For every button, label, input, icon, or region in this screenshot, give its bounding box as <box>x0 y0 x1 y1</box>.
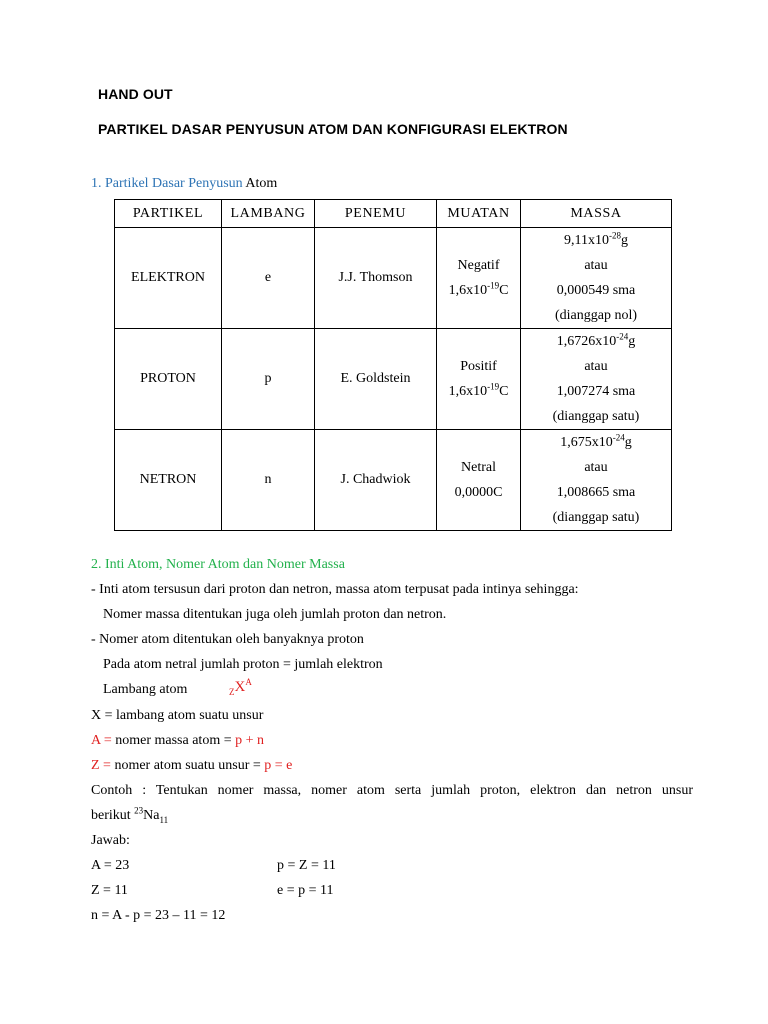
section-1-heading-plain: Atom <box>242 176 278 191</box>
cell-muatan <box>437 329 521 430</box>
answer-a: A = 23 <box>91 858 130 873</box>
paragraph-line: Nomer massa ditentukan juga oleh jumlah proton dan netron. <box>103 607 447 622</box>
cell-partikel: NETRON <box>115 430 222 531</box>
cell-penemu: E. Goldstein <box>315 329 437 430</box>
charge-label: Netral <box>461 460 496 475</box>
mass-note: (dianggap satu) <box>552 510 640 525</box>
cell-massa <box>521 430 672 531</box>
charge-value: $1,6x10^{-19}C$ <box>448 280 509 298</box>
charge-value: $1,6x10^{-19}C$ <box>448 381 509 399</box>
example-question: Contoh : Tentukan nomer massa, nomer atom serta jumlah proton, elektron dan netron unsur <box>91 783 693 798</box>
cell-partikel: PROTON <box>115 329 222 430</box>
header-penemu: PENEMU <box>315 200 437 228</box>
section-1-heading-colored: 1. Partikel Dasar Penyusun <box>91 176 243 191</box>
example-element: berikut $^{23}Na_{11}$ <box>91 805 169 825</box>
cell-massa <box>521 329 672 430</box>
cell-massa <box>521 228 672 329</box>
mass-or: atau <box>584 258 608 273</box>
charge-value: 0,0000C <box>454 485 503 500</box>
charge-label: Positif <box>460 359 497 374</box>
mass-grams: $1,6726x10^{-24}g$ <box>556 331 636 349</box>
answer-n: n = A - p = 23 – 11 = 12 <box>91 908 226 923</box>
definition-x: X = lambang atom suatu unsur <box>91 708 264 723</box>
cell-penemu: J. Chadwiok <box>315 430 437 531</box>
answer-heading: Jawab: <box>91 833 130 848</box>
mass-note: (dianggap nol) <box>554 308 638 323</box>
header-partikel: PARTIKEL <box>115 200 222 228</box>
answer-e: e = p = 11 <box>277 883 334 898</box>
table-header-row <box>115 200 672 228</box>
mass-sma: 1,007274 sma <box>556 384 636 399</box>
mass-note: (dianggap satu) <box>552 409 640 424</box>
table-row <box>115 430 672 531</box>
header-lambang: LAMBANG <box>222 200 315 228</box>
definition-z: Z = nomer atom suatu unsur = p = e <box>91 758 293 773</box>
mass-grams: $9,11x10^{-28}g$ <box>564 230 628 248</box>
atom-symbol-line <box>103 682 187 698</box>
cell-lambang: p <box>222 329 315 430</box>
section-2-heading: 2. Inti Atom, Nomer Atom dan Nomer Massa <box>91 557 345 572</box>
paragraph-line: Pada atom netral jumlah proton = jumlah elektron <box>103 657 383 672</box>
cell-penemu: J.J. Thomson <box>315 228 437 329</box>
mass-sma: 1,008665 sma <box>556 485 636 500</box>
mass-grams: $1,675x10^{-24}g$ <box>560 432 632 450</box>
definition-a: A = nomer massa atom = p + n <box>91 733 265 748</box>
header-massa: MASSA <box>521 200 672 228</box>
answer-z: Z = 11 <box>91 883 128 898</box>
cell-muatan <box>437 430 521 531</box>
cell-lambang: n <box>222 430 315 531</box>
section-1-heading <box>91 176 277 192</box>
mass-sma: 0,000549 sma <box>556 283 636 298</box>
mass-or: atau <box>584 359 608 374</box>
document-subtitle: PARTIKEL DASAR PENYUSUN ATOM DAN KONFIGURASI ELEKTRON <box>98 121 568 137</box>
answer-p: p = Z = 11 <box>277 858 336 873</box>
atom-symbol-label: Lambang atom <box>103 682 188 697</box>
paragraph-line: - Inti atom tersusun dari proton dan netron, massa atom terpusat pada intinya sehingga: <box>91 582 579 597</box>
particle-table <box>114 199 672 531</box>
atom-notation: $_ZX^A$ <box>229 677 252 697</box>
mass-or: atau <box>584 460 608 475</box>
charge-label: Negatif <box>457 258 500 273</box>
cell-muatan <box>437 228 521 329</box>
paragraph-line: - Nomer atom ditentukan oleh banyaknya proton <box>91 632 364 647</box>
table-row <box>115 329 672 430</box>
cell-partikel: ELEKTRON <box>115 228 222 329</box>
header-muatan: MUATAN <box>437 200 521 228</box>
table-row <box>115 228 672 329</box>
cell-lambang: e <box>222 228 315 329</box>
handout-title: HAND OUT <box>98 86 173 102</box>
